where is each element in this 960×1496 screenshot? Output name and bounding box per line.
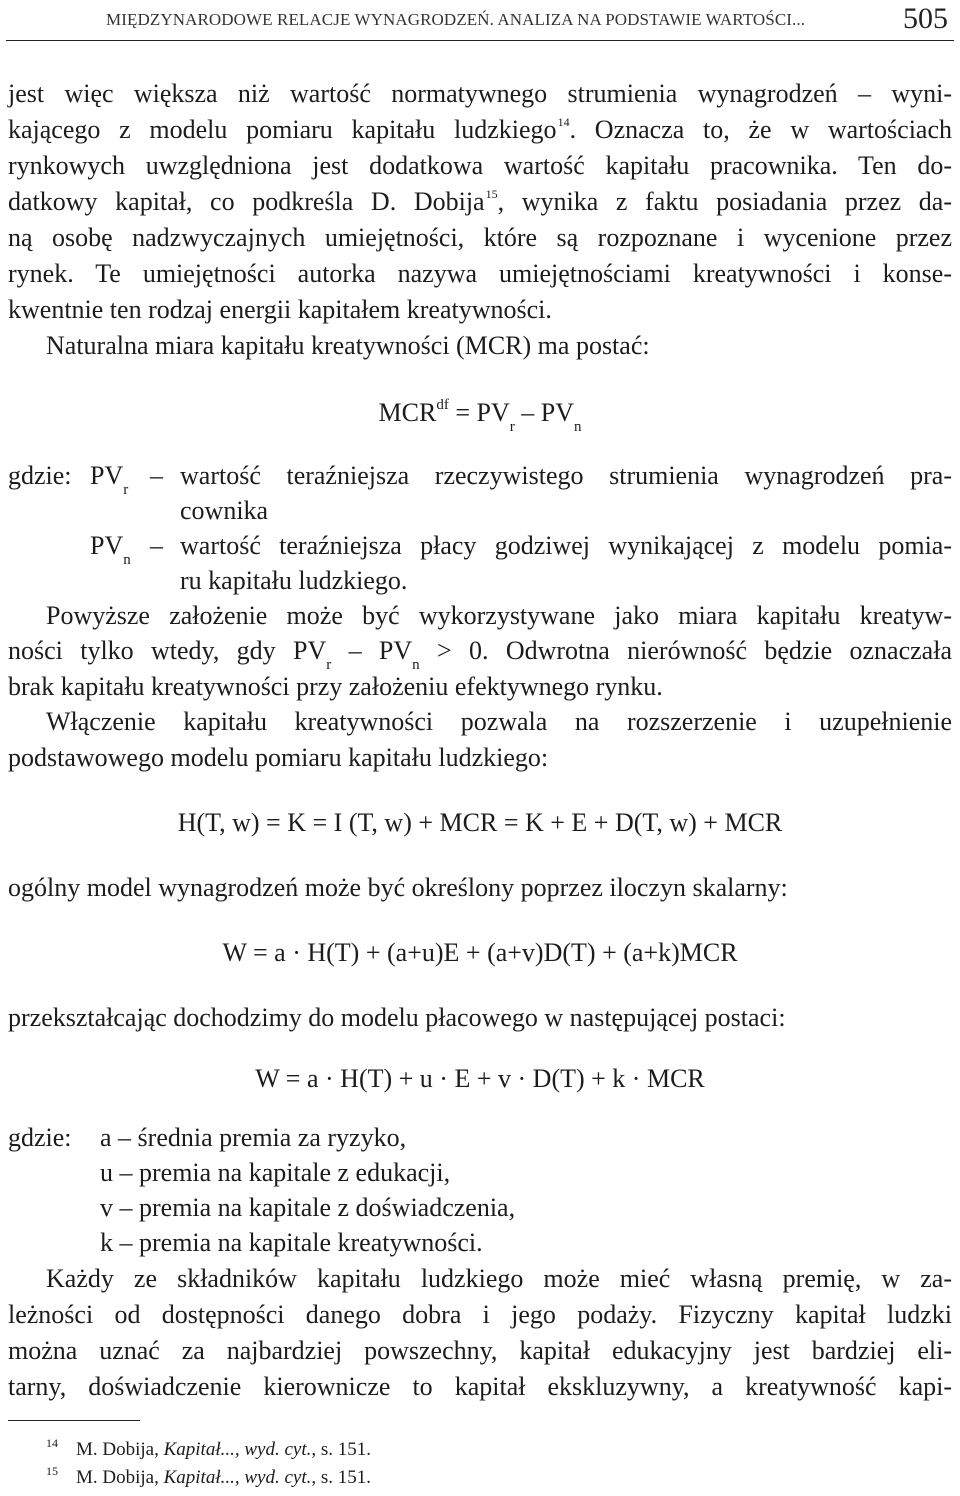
footnote-ref-15[interactable]: 15 [485, 187, 498, 201]
formula-sup: df [436, 397, 449, 413]
running-header [6, 4, 954, 41]
footnote-separator [8, 1420, 140, 1421]
definition-pvr-line-1: wartość teraźniejsza rzeczywistego strumienia wynagrodzeń pra- [180, 461, 952, 490]
text-run: ności tylko wtedy, gdy PV [8, 636, 327, 665]
legend-gdzie-label: gdzie: [8, 1123, 72, 1152]
formula-text: = PV [448, 398, 510, 427]
formula-mcr [0, 396, 960, 434]
paragraph-7-line-1: Każdy ze składników kapitału ludzkiego może mieć własną premię, w za- [46, 1264, 952, 1293]
legend-item: v – premia na kapitale z doświadczenia, [100, 1193, 516, 1222]
paragraph-2: Naturalna miara kapitału kreatywności (MCR) ma postać: [46, 331, 650, 360]
definition-dash: – [150, 461, 163, 490]
paragraph-6: przekształcając dochodzimy do modelu płacowego w następującej postaci: [8, 1003, 786, 1032]
footnote-rest: , s. 151. [311, 1467, 372, 1488]
paragraph-3-line-2 [8, 634, 952, 672]
paragraph-5: ogólny model wynagrodzeń może być określony poprzez iloczyn skalarny: [8, 873, 788, 902]
paragraph-1-line-3: rynkowych uwzględniona jest dodatkowa wartość kapitału pracownika. Ten do- [8, 151, 952, 180]
paragraph-4-line-1: Włączenie kapitału kreatywności pozwala na rozszerzenie i uzupełnienie [46, 707, 952, 736]
footnote-title: Kapitał..., wyd. cyt. [163, 1467, 312, 1488]
formula-sub: n [573, 419, 582, 435]
paragraph-3-line-3: brak kapitału kreatywności przy założeniu efektywnego rynku. [8, 672, 663, 701]
paragraph-7-line-2: leżności od dostępności danego dobra i jego podaży. Fizyczny kapitał ludzki [8, 1300, 952, 1329]
definition-term-pvr [90, 459, 128, 497]
footnote-ref-14[interactable]: 14 [557, 115, 570, 129]
paragraph-1-line-4 [8, 185, 952, 223]
text-run: – PV [331, 636, 413, 665]
term-sub: n [123, 552, 131, 568]
paragraph-1-line-5: ną osobę nadzwyczajnych umiejętności, które są rozpoznane i wycenione przez [8, 223, 952, 252]
footnote-title: Kapitał..., wyd. cyt. [163, 1439, 312, 1460]
running-title: MIĘDZYNARODOWE RELACJE WYNAGRODZEŃ. ANALIZA NA PODSTAWIE WARTOŚCI... [106, 10, 806, 29]
formula-w1: W = a · H(T) + (a+u)E + (a+v)D(T) + (a+k)MCR [222, 938, 738, 967]
text-run: , wynika z faktu posiadania przez da- [497, 187, 952, 216]
term-text: PV [90, 461, 124, 490]
paragraph-1-line-7: kwentnie ten rodzaj energii kapitałem kreatywności. [8, 295, 552, 324]
paragraph-1-line-1: jest więc większa niż wartość normatywnego strumienia wynagrodzeń – wyni- [8, 79, 952, 108]
text-run: > 0. Odwrotna nierówność będzie oznaczała [419, 636, 952, 665]
paragraph-4-line-2: podstawowego modelu pomiaru kapitału ludzkiego: [8, 743, 549, 772]
footnote-author: M. Dobija, [76, 1439, 164, 1460]
legend-item: k – premia na kapitale kreatywności. [100, 1228, 483, 1257]
footnote-author: M. Dobija, [76, 1467, 164, 1488]
footnote-14 [46, 1438, 371, 1463]
definition-pvn-line-2: ru kapitału ludzkiego. [180, 566, 408, 595]
page-number: 505 [903, 2, 948, 35]
definition-dash: – [150, 531, 163, 560]
definition-pvn-line-1: wartość teraźniejsza płacy godziwej wynikającej z modelu pomia- [180, 531, 952, 560]
subscript-n: n [412, 657, 420, 673]
paragraph-1-line-2 [8, 113, 952, 151]
formula-text: MCR [378, 398, 437, 427]
text-run: . Oznacza to, że w wartościach [569, 115, 952, 144]
term-text: PV [90, 531, 124, 560]
definition-term-pvn [90, 529, 131, 567]
definition-pvr-line-2: cownika [180, 496, 269, 525]
paragraph-3-line-1: Powyższe założenie może być wykorzystywane jako miara kapitału kreatyw- [46, 601, 952, 630]
legend-item: u – premia na kapitale z edukacji, [100, 1158, 451, 1187]
formula-text: – PV [514, 398, 574, 427]
paragraph-7-line-3: można uznać za najbardziej powszechny, kapitał edukacyjny jest bardziej eli- [8, 1336, 952, 1365]
formula-sub: r [509, 419, 515, 435]
subscript-r: r [326, 657, 332, 673]
text-run: kającego z modelu pomiaru kapitału ludzkiego [8, 115, 557, 144]
footnote-15 [46, 1466, 371, 1491]
legend-item: a – średnia premia za ryzyko, [100, 1123, 407, 1152]
formula-h: H(T, w) = K = I (T, w) + MCR = K + E + D(T, w) + MCR [177, 808, 783, 837]
term-sub: r [123, 482, 129, 498]
definition-gdzie-label: gdzie: [8, 461, 72, 490]
text-run: datkowy kapitał, co podkreśla D. Dobija [8, 187, 485, 216]
footnote-rest: , s. 151. [311, 1439, 372, 1460]
footnote-number: 14 [46, 1436, 58, 1450]
paragraph-1-line-6: rynek. Te umiejętności autorka nazywa umiejętnościami kreatywności i konse- [8, 259, 952, 288]
paragraph-7-line-4: tarny, doświadczenie kierownicze to kapitał ekskluzywny, a kreatywność kapi- [8, 1372, 952, 1401]
formula-w2: W = a · H(T) + u · E + v · D(T) + k · MCR [255, 1064, 705, 1093]
footnote-number: 15 [46, 1464, 58, 1478]
